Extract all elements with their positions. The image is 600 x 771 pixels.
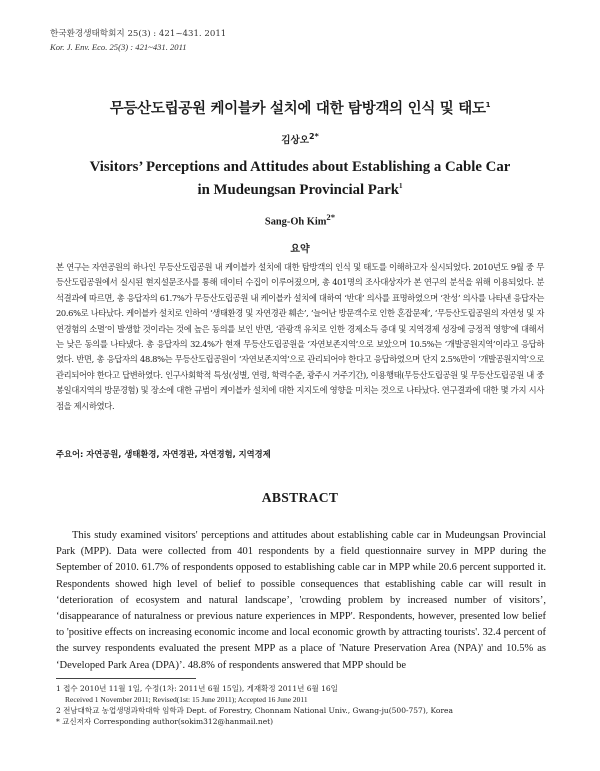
author-en-footnote-mark: 2* (326, 212, 336, 222)
abstract-en-heading: ABSTRACT (261, 490, 339, 505)
paper-title-en-line2-wrap (0, 179, 600, 202)
keywords-ko: 주요어: 자연공원, 생태환경, 자연경관, 자연경험, 지역경제 (56, 449, 271, 459)
paper-title-en-line1: Visitors’ Perceptions and Attitudes about Establishing a Cable Car (89, 159, 511, 175)
title-footnote-mark: 1 (485, 101, 491, 110)
journal-header (50, 28, 226, 54)
abstract-ko (56, 260, 544, 414)
abstract-en-text: This study examined visitors' perceptions and attitudes about establishing cable car in Mudeungsan Provincial Park (MPP). Data were collected from 401 respondents by a field questionnaire survey in MPP during the September of 2010. 61.7% of respondents opposed to establishing cable car in MPP while 20.6 percent supported it. Respondents showed high level of belief to possible consequences that establishing cable car will result in ‘deterioration of ecosystem and natural landscape’, 'crowding problem by increased number of visitors’, ‘disappearance of naturalness or previous nature experiences in MPP'. Respondents, however, presented low belief to 'positive effects on increasing economic income and local economic growth by attracting tourists'. 32.4 percent of the survey respondents evaluated the present MPP as a place of 'Nature Preservation Area (NPA)' and 10.5% as ‘Developed Park Area (DPA)’. 48.8% of respondents answered that MPP should be (56, 530, 546, 671)
footnote-divider (56, 678, 196, 679)
journal-citation-ko: 한국환경생태학회지 25(3) : 421~431. 2011 (50, 29, 227, 39)
footnotes (56, 683, 556, 727)
author-name-ko-text: 김상오 (281, 135, 310, 147)
author-name-en-text: Sang-Oh Kim (264, 216, 327, 228)
author-name-ko (0, 132, 600, 146)
paper-title-ko-text: 무등산도립공원 케이블카 설치에 대한 탐방객의 인식 및 태도 (109, 101, 486, 117)
abstract-ko-heading: 요약 (290, 244, 310, 255)
author-name-en (0, 212, 600, 227)
paper-title-en (0, 156, 600, 202)
paper-title-en-line2: in Mudeungsan Provincial Park (197, 182, 400, 198)
footnote-received-en: Received 1 November 2011; Revised(1st: 15 June 2011); Accepted 16 June 2011 (65, 695, 308, 704)
journal-citation-en: Kor. J. Env. Eco. 25(3) : 421~431. 2011 (50, 42, 187, 52)
author-footnote-mark: 2* (309, 132, 319, 141)
title-en-footnote-mark: 1 (399, 182, 403, 191)
footnote-affiliation: 2 전남대학교 농업생명과학대학 임학과 Dept. of Forestry, Chonnam National Univ., Gwang-ju(500-757), Korea (56, 706, 453, 715)
abstract-en (56, 528, 546, 674)
footnote-received-ko: 1 접수 2010년 11월 1일, 수정(1차: 2011년 6월 15일), 게재확정 2011년 6월 16일 (56, 684, 338, 693)
footnote-corresponding: * 교신저자 Corresponding author(sokim312@hanmail.net) (56, 717, 274, 726)
paper-title-ko (0, 97, 600, 118)
abstract-ko-text: 본 연구는 자연공원의 하나인 무등산도립공원 내 케이블카 설치에 대한 탐방객의 인식 및 태도를 이해하고자 실시되었다. 2010년도 9월 중 무등산도립공원에서 실시된 현지설문조사를 통해 데이터 수집이 이루어졌으며, 총 401명의 조사대상자가 본 연구의 분석을 위해 이용되었다. 분석결과에 따르면, 총 응답자의 61.7%가 무등산도립공원 내 케이블카 설치에 대하여 ‘반대’ 의사를 표명하였으며 ‘찬성’ 의사를 나타낸 응답자는 20.6%로 나타났다. 케이블카 설치로 인하여 ‘생태환경 및 자연경관 훼손’, ‘늘어난 방문객수로 인한 혼잡문제’, ‘무등산도립공원의 자연성 및 자연경험의 소멸’이 발생할 것이라는 것에 높은 동의를 보인 반면, ‘관광객 유치로 인한 경제소득 증대 및 지역경제 성장에 긍정적 영향’에 대해서는 낮은 동의를 나타냈다. 총 응답자의 32.4%가 현재 무등산도립공원을 ‘자연보존지역’으로 보았으며 10.5%는 ‘개발공원지역’이라고 응답하였다. 반면, 총 응답자의 48.8%는 무등산도립공원이 ‘자연보존지역’으로 관리되어야 한다고 응답하였으며 단지 2.5%만이 ‘개발공원지역’으로 관리되어야 한다고 답변하였다. 인구사회학적 특성(성별, 연령, 학력수준, 광주시 거주기간), 이용행태(무등산도립공원 및 무등산도립공원 내 중봉일대지역의 방문경험) 및 장소에 대한 규범이 케이블카 설치에 대한 지지도에 영향을 미치는 것으로 나타났다. 연구결과에 대한 몇 가지 시사점을 제시하였다. (56, 262, 544, 411)
